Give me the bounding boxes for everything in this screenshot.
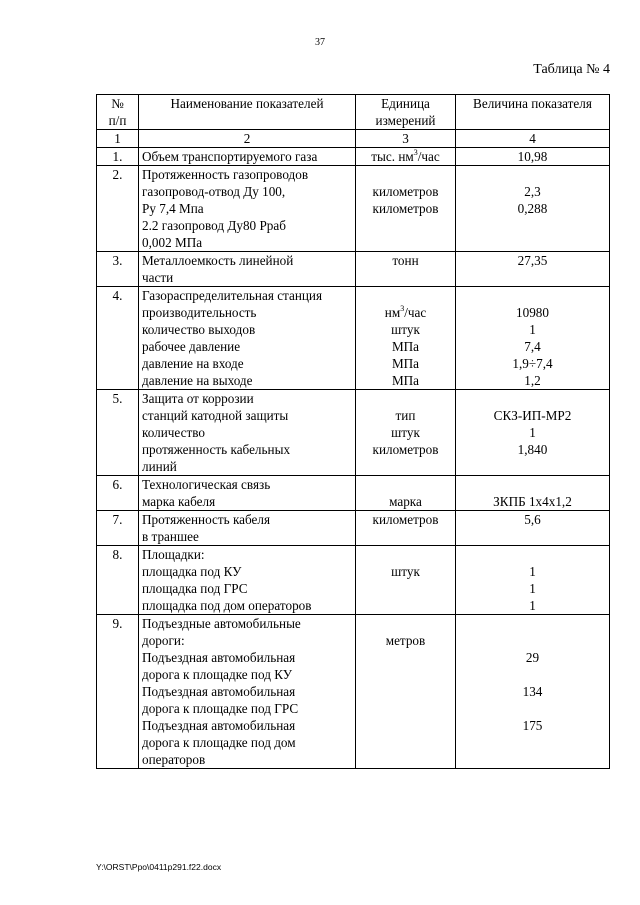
indicator-name: количество <box>142 425 205 440</box>
indicator-value-cell <box>456 546 610 615</box>
indicator-name: 0,002 МПа <box>142 235 203 250</box>
indicator-value: 2,3 <box>524 184 541 199</box>
indicator-value: 1 <box>529 598 536 613</box>
table-title: Таблица № 4 <box>533 62 610 77</box>
indicator-name: Протяженность газопроводов <box>142 167 309 182</box>
unit-of-measure-cell <box>356 287 456 390</box>
unit-of-measure <box>359 683 452 700</box>
indicator-name: линий <box>142 459 177 474</box>
row-number: 9. <box>97 615 139 769</box>
unit-of-measure: МПа <box>391 373 420 388</box>
indicator-value <box>459 234 606 251</box>
indicator-value: 1 <box>529 564 536 579</box>
unit-of-measure: штук <box>391 564 420 579</box>
unit-of-measure-cell <box>356 546 456 615</box>
header-unit-line: измерений <box>375 113 436 128</box>
unit-of-measure-cell <box>356 148 456 166</box>
header-num-line: п/п <box>108 113 127 128</box>
unit-of-measure <box>359 148 452 165</box>
unit-of-measure <box>359 597 452 614</box>
table-row <box>97 390 610 476</box>
unit-of-measure <box>359 166 452 183</box>
unit-of-measure-cell <box>356 476 456 511</box>
unit-of-measure-cell <box>356 166 456 252</box>
unit-of-measure <box>359 234 452 251</box>
indicator-name: Подъездная автомобильная <box>142 650 296 665</box>
header-name <box>139 95 356 130</box>
table-row <box>97 287 610 390</box>
unit-of-measure-suffix: /час <box>404 305 427 320</box>
indicator-name: операторов <box>142 752 206 767</box>
indicator-name: рабочее давление <box>142 339 241 354</box>
unit-of-measure <box>359 751 452 768</box>
indicator-value <box>459 390 606 407</box>
col-number: 2 <box>139 130 356 148</box>
unit-of-measure-cell <box>356 615 456 769</box>
unit-of-measure: штук <box>391 425 420 440</box>
row-number: 4. <box>97 287 139 390</box>
indicator-name-cell <box>139 511 356 546</box>
table-row <box>97 546 610 615</box>
indicator-value: 175 <box>522 718 543 733</box>
indicator-value-cell <box>456 615 610 769</box>
indicator-value <box>459 217 606 234</box>
unit-of-measure <box>359 546 452 563</box>
unit-of-measure-text: нм <box>384 305 401 320</box>
unit-of-measure <box>359 717 452 734</box>
indicator-name: количество выходов <box>142 322 256 337</box>
unit-of-measure <box>359 458 452 475</box>
row-number: 8. <box>97 546 139 615</box>
indicator-value: СКЗ-ИП-МР2 <box>493 408 572 423</box>
indicator-name-cell <box>139 546 356 615</box>
indicator-value: 29 <box>525 650 540 665</box>
indicator-name: Площадки: <box>142 547 205 562</box>
indicator-name: площадка под КУ <box>142 564 242 579</box>
indicator-value <box>459 751 606 768</box>
row-number: 2. <box>97 166 139 252</box>
indicator-name-cell <box>139 287 356 390</box>
indicator-value: 1 <box>529 581 536 596</box>
indicator-name: Металлоемкость линейной <box>142 253 294 268</box>
table-row <box>97 511 610 546</box>
indicator-value: ЗКПБ 1х4х1,2 <box>493 494 572 509</box>
indicator-value <box>459 476 606 493</box>
unit-of-measure: тонн <box>392 253 419 268</box>
indicator-name-cell <box>139 148 356 166</box>
col-number: 3 <box>356 130 456 148</box>
table-row <box>97 476 610 511</box>
unit-of-measure: марка <box>389 494 422 509</box>
indicator-name-cell <box>139 476 356 511</box>
row-number: 5. <box>97 390 139 476</box>
indicator-value-cell <box>456 252 610 287</box>
indicator-value: 27,35 <box>517 253 548 268</box>
indicator-name-cell <box>139 615 356 769</box>
unit-of-measure-superscript: 3 <box>413 148 418 157</box>
unit-of-measure-cell <box>356 511 456 546</box>
unit-of-measure <box>359 269 452 286</box>
unit-of-measure-cell <box>356 390 456 476</box>
table-header-row <box>97 95 610 130</box>
indicator-value: 10,98 <box>517 149 548 164</box>
indicator-name: газопровод-отвод Ду 100, <box>142 184 286 199</box>
indicator-name: в траншее <box>142 529 199 544</box>
file-path-footer: Y:\ORST\Ppo\0411p291.f22.docx <box>96 862 222 872</box>
indicator-name: дорога к площадке под КУ <box>142 667 293 682</box>
indicator-name: части <box>142 270 174 285</box>
indicator-name: Подъездные автомобильные <box>142 616 301 631</box>
indicator-value: 1 <box>529 322 536 337</box>
indicator-value <box>459 458 606 475</box>
indicator-name: давление на входе <box>142 356 244 371</box>
header-unit <box>356 95 456 130</box>
unit-of-measure <box>359 666 452 683</box>
indicator-name: площадка под дом операторов <box>142 598 312 613</box>
indicator-value: 0,288 <box>517 201 548 216</box>
indicator-name: Объем транспортируемого газа <box>142 149 318 164</box>
unit-of-measure <box>359 528 452 545</box>
indicator-name: дорога к площадке под ГРС <box>142 701 299 716</box>
indicator-value <box>459 632 606 649</box>
unit-of-measure-cell <box>356 252 456 287</box>
indicator-value-cell <box>456 148 610 166</box>
indicator-value <box>459 615 606 632</box>
unit-of-measure: МПа <box>391 339 420 354</box>
unit-of-measure <box>359 287 452 304</box>
header-value <box>456 95 610 130</box>
indicator-value <box>459 287 606 304</box>
indicator-value: 1 <box>529 425 536 440</box>
indicator-name: Подъездная автомобильная <box>142 684 296 699</box>
table-row <box>97 148 610 166</box>
indicator-name: Защита от коррозии <box>142 391 254 406</box>
indicator-name: производительность <box>142 305 257 320</box>
indicator-name-cell <box>139 166 356 252</box>
indicator-value <box>459 700 606 717</box>
indicator-value: 10980 <box>516 305 549 320</box>
indicator-value <box>459 734 606 751</box>
header-name-line: Наименование показателей <box>170 96 324 111</box>
indicator-name: марка кабеля <box>142 494 216 509</box>
table-body <box>97 148 610 769</box>
indicator-value <box>459 269 606 286</box>
unit-of-measure <box>359 580 452 597</box>
indicator-name: Газораспределительная станция <box>142 288 323 303</box>
unit-of-measure <box>359 649 452 666</box>
column-numbers-row <box>97 130 610 148</box>
unit-of-measure: километров <box>372 442 439 457</box>
col-number: 1 <box>97 130 139 148</box>
indicator-value: 5,6 <box>524 512 541 527</box>
indicator-value: 134 <box>522 684 543 699</box>
indicator-value: 1,2 <box>524 373 541 388</box>
unit-of-measure: километров <box>372 184 439 199</box>
unit-of-measure <box>359 217 452 234</box>
indicator-name: Ру 7,4 Мпа <box>142 201 204 216</box>
unit-of-measure: МПа <box>391 356 420 371</box>
header-num-line: № <box>111 96 124 111</box>
unit-of-measure <box>359 304 452 321</box>
header-value-line: Величина показателя <box>473 96 592 111</box>
indicator-value-cell <box>456 511 610 546</box>
indicator-name: дороги: <box>142 633 185 648</box>
indicator-name: давление на выходе <box>142 373 253 388</box>
unit-of-measure <box>359 390 452 407</box>
unit-of-measure: тип <box>395 408 416 423</box>
header-unit-line: Единица <box>381 96 430 111</box>
indicator-name: площадка под ГРС <box>142 581 248 596</box>
indicator-value-cell <box>456 476 610 511</box>
table-row <box>97 615 610 769</box>
indicator-name: Технологическая связь <box>142 477 271 492</box>
unit-of-measure <box>359 615 452 632</box>
indicator-value <box>459 528 606 545</box>
indicators-table <box>96 94 610 769</box>
row-number: 1. <box>97 148 139 166</box>
indicator-value-cell <box>456 390 610 476</box>
indicator-name: дорога к площадке под дом <box>142 735 296 750</box>
row-number: 3. <box>97 252 139 287</box>
indicator-name: 2.2 газопровод Ду80 Рраб <box>142 218 286 233</box>
unit-of-measure: метров <box>385 633 426 648</box>
unit-of-measure <box>359 700 452 717</box>
indicator-value: 7,4 <box>524 339 541 354</box>
unit-of-measure-text: тыс. нм <box>371 149 414 164</box>
unit-of-measure: километров <box>372 512 439 527</box>
indicator-value <box>459 166 606 183</box>
unit-of-measure <box>359 734 452 751</box>
unit-of-measure: штук <box>391 322 420 337</box>
indicator-name: Протяженность кабеля <box>142 512 271 527</box>
indicator-value-cell <box>456 287 610 390</box>
table-row <box>97 166 610 252</box>
unit-of-measure-superscript: 3 <box>400 304 405 313</box>
page-number: 37 <box>315 37 325 48</box>
col-number: 4 <box>456 130 610 148</box>
row-number: 7. <box>97 511 139 546</box>
indicator-value <box>459 666 606 683</box>
indicator-name-cell <box>139 390 356 476</box>
indicator-name: протяженность кабельных <box>142 442 291 457</box>
table-row <box>97 252 610 287</box>
unit-of-measure-suffix: /час <box>417 149 440 164</box>
indicator-value: 1,9÷7,4 <box>512 356 553 371</box>
indicator-name-cell <box>139 252 356 287</box>
header-num <box>97 95 139 130</box>
unit-of-measure <box>359 476 452 493</box>
indicator-value: 1,840 <box>517 442 548 457</box>
row-number: 6. <box>97 476 139 511</box>
indicator-name: станций катодной защиты <box>142 408 289 423</box>
unit-of-measure: километров <box>372 201 439 216</box>
indicator-value-cell <box>456 166 610 252</box>
indicator-name: Подъездная автомобильная <box>142 718 296 733</box>
indicator-value <box>459 546 606 563</box>
